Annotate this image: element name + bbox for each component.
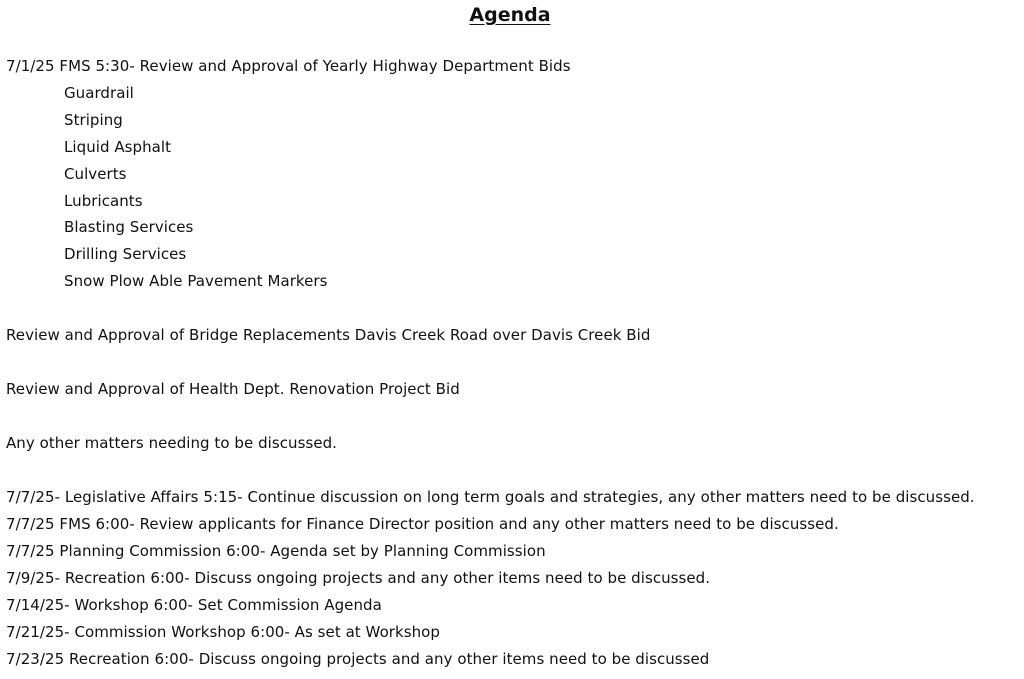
schedule-item: 7/14/25- Workshop 6:00- Set Commission Agenda <box>6 596 382 614</box>
bid-item-lubricants: Lubricants <box>64 192 143 210</box>
schedule-item: 7/7/25 FMS 6:00- Review applicants for Finance Director position and any other matters need to be discussed. <box>6 515 839 533</box>
bid-item-culverts: Culverts <box>64 165 127 183</box>
schedule-item: 7/9/25- Recreation 6:00- Discuss ongoing projects and any other items need to be discussed. <box>6 569 711 587</box>
schedule-item: 7/7/25- Legislative Affairs 5:15- Continue discussion on long term goals and strategies, any other matters need to be discussed. <box>6 488 975 506</box>
health-dept-item: Review and Approval of Health Dept. Renovation Project Bid <box>6 380 460 398</box>
page-title: Agenda <box>469 4 551 26</box>
bid-item-liquid-asphalt: Liquid Asphalt <box>64 138 172 156</box>
bid-item-striping: Striping <box>64 111 123 129</box>
bid-item-guardrail: Guardrail <box>64 84 134 102</box>
meeting-header: 7/1/25 FMS 5:30- Review and Approval of Yearly Highway Department Bids <box>6 57 571 75</box>
schedule-item: 7/23/25 Recreation 6:00- Discuss ongoing projects and any other items need to be discussed <box>6 650 710 668</box>
schedule-item: 7/7/25 Planning Commission 6:00- Agenda set by Planning Commission <box>6 542 546 560</box>
bid-item-blasting-services: Blasting Services <box>64 218 194 236</box>
bid-item-drilling-services: Drilling Services <box>64 245 187 263</box>
schedule-item: 7/21/25- Commission Workshop 6:00- As set at Workshop <box>6 623 440 641</box>
bridge-replacement-item: Review and Approval of Bridge Replacements Davis Creek Road over Davis Creek Bid <box>6 326 651 344</box>
bid-item-snow-plow-markers: Snow Plow Able Pavement Markers <box>64 272 328 290</box>
other-matters-item: Any other matters needing to be discussed. <box>6 434 337 452</box>
